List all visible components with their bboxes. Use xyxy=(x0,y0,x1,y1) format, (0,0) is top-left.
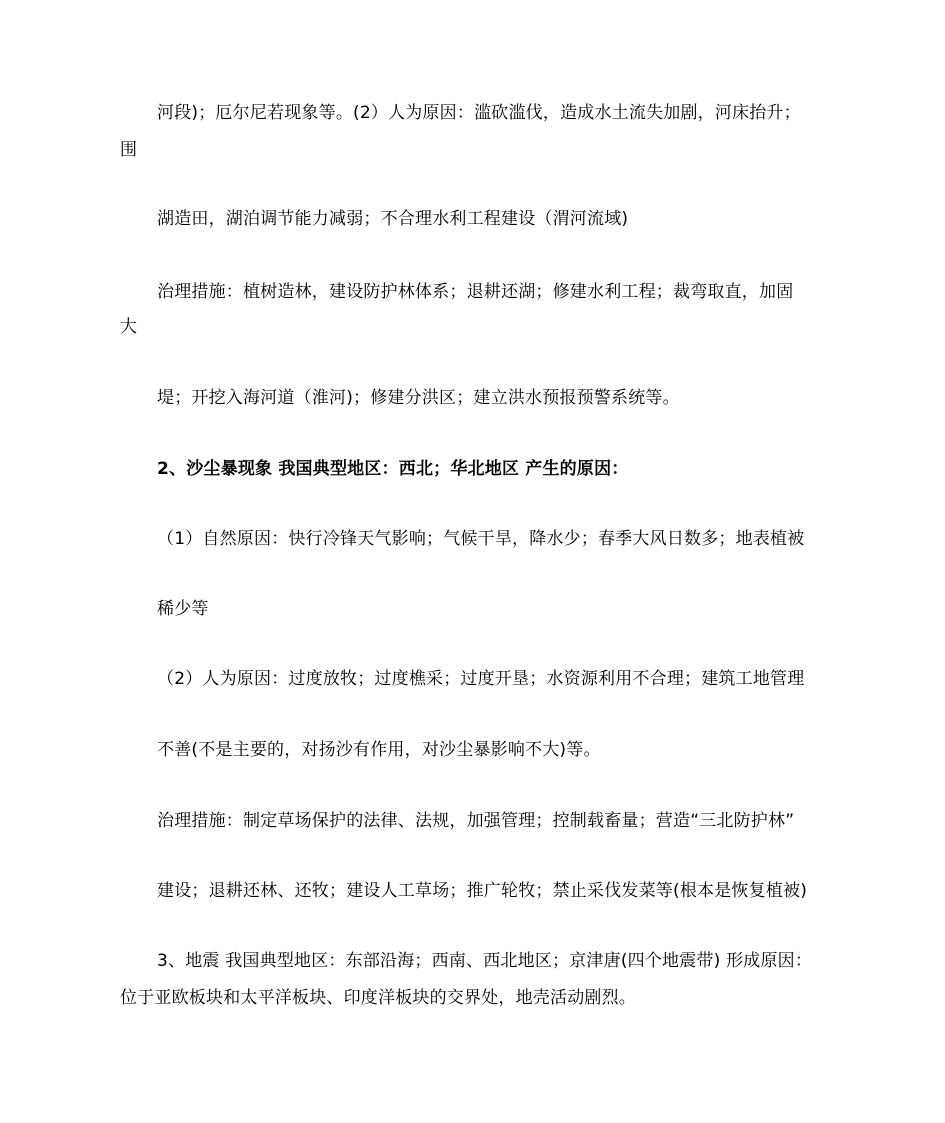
text-line-8: （1）自然原因：快行冷锋天气影响；气候干旱，降水少；春季大风日数多；地表植被 xyxy=(157,529,805,549)
text-line-2: 围 xyxy=(120,140,138,160)
section-heading-sandstorm: 2、沙尘暴现象 我国典型地区：西北；华北地区 产生的原因： xyxy=(157,459,629,479)
section-heading-earthquake: 3、地震 我国典型地区：东部沿海；西南、西北地区；京津唐(四个地震带) 形成原因： xyxy=(157,951,813,971)
text-line-3: 湖造田，湖泊调节能力减弱；不合理水利工程建设（渭河流域) xyxy=(157,209,629,229)
text-line-5: 大 xyxy=(120,317,138,337)
text-line-15: 位于亚欧板块和太平洋板块、印度洋板块的交界处，地壳活动剧烈。 xyxy=(120,988,636,1008)
text-line-4: 治理措施：植树造林，建设防护林体系；退耕还湖；修建水利工程；裁弯取直，加固 xyxy=(157,282,794,302)
text-line-1: 河段)；厄尔尼若现象等。(2）人为原因：滥砍滥伐，造成水土流失加剧，河床抬升； xyxy=(157,103,801,123)
text-line-11: 不善(不是主要的，对扬沙有作用，对沙尘暴影响不大)等。 xyxy=(157,740,601,760)
text-line-12: 治理措施：制定草场保护的法律、法规，加强管理；控制载畜量；营造“三北防护林” xyxy=(157,811,795,831)
text-line-13: 建设；退耕还林、还牧；建设人工草场；推广轮牧；禁止采伐发菜等(根本是恢复植被) xyxy=(157,881,808,901)
text-line-6: 堤；开挖入海河道（淮河)；修建分洪区；建立洪水预报预警系统等。 xyxy=(157,388,680,408)
text-line-9: 稀少等 xyxy=(157,599,209,619)
text-line-10: （2）人为原因：过度放牧；过度樵采；过度开垦；水资源利用不合理；建筑工地管理 xyxy=(157,669,805,689)
